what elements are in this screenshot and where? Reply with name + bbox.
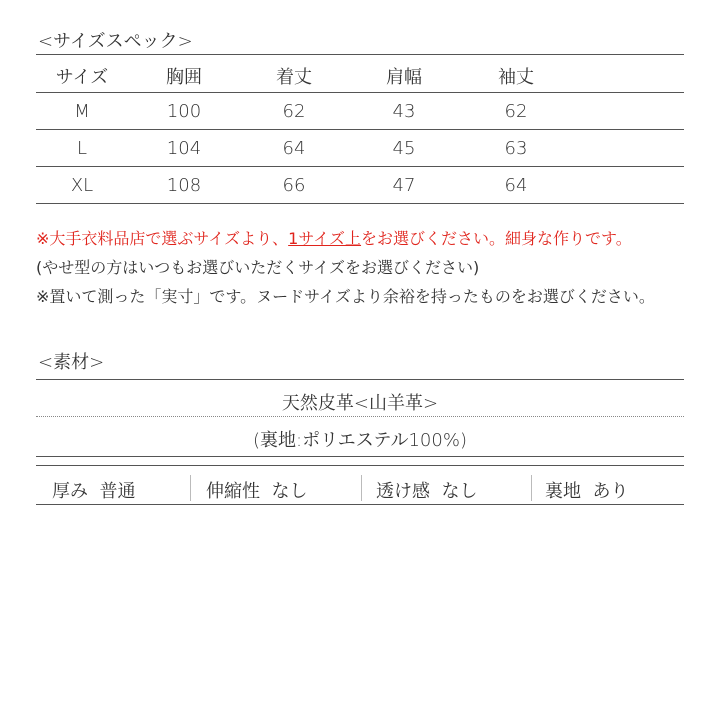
size-advice-note [36,226,632,249]
header-sleeve: 袖丈 [498,67,534,88]
material-dotted-divider [36,416,684,417]
attribute-divider [361,475,362,501]
cell-shoulder: 45 [392,138,416,159]
table-row-rule [36,166,684,167]
cell-chest: 108 [166,175,202,196]
material-main: 天然皮革<山羊革> [281,393,439,414]
size-up-emphasis: 1サイズ上 [288,229,362,248]
attribute-lining [545,477,628,503]
table-bottom-rule [36,203,684,204]
table-row-rule [36,129,684,130]
attribute-value: 普通 [99,481,136,502]
header-shoulder: 肩幅 [386,67,422,88]
attribute-value: あり [592,481,629,502]
cell-sleeve: 64 [504,175,528,196]
header-chest: 胸囲 [166,67,202,88]
measurement-note: ※置いて測った「実寸」です。ヌードサイズより余裕を持ったものをお選びください。 [36,287,655,306]
attribute-thickness [52,477,135,503]
attribute-divider [531,475,532,501]
attribute-value: なし [441,481,478,502]
cell-size: M [74,101,90,122]
material-top-rule [36,379,684,380]
cell-shoulder: 43 [392,101,416,122]
cell-size: XL [70,175,94,196]
attribute-label: 裏地 [545,481,581,502]
slim-fit-text: をお選びください。細身な作りです。 [361,229,632,248]
cell-sleeve: 62 [504,101,528,122]
attribute-label: 伸縮性 [206,481,260,502]
attributes-top-rule [36,465,684,466]
cell-length: 62 [282,101,306,122]
cell-length: 64 [282,138,306,159]
header-length: 着丈 [276,67,312,88]
slim-person-note: (やせ型の方はいつもお選びいただくサイズをお選びください) [36,258,480,277]
cell-size: L [76,138,88,159]
table-top-rule [36,54,684,55]
attribute-label: 透け感 [376,481,430,502]
cell-length: 66 [282,175,306,196]
size-advice-text: ※大手衣料品店で選ぶサイズより、 [36,229,289,248]
material-heading: <素材> [38,352,105,373]
attribute-stretch [206,477,307,503]
cell-chest: 100 [166,101,202,122]
attributes-bottom-rule [36,504,684,505]
attribute-value: なし [271,481,308,502]
attribute-sheerness [376,477,477,503]
table-row-rule [36,92,684,93]
cell-shoulder: 47 [392,175,416,196]
size-spec-heading: <サイズスペック> [38,31,193,52]
cell-chest: 104 [166,138,202,159]
material-mid-rule [36,456,684,457]
material-lining: (裏地:ポリエステル100%) [253,430,467,451]
attribute-label: 厚み [52,481,88,502]
attribute-divider [190,475,191,501]
cell-sleeve: 63 [504,138,528,159]
header-size: サイズ [55,67,109,88]
